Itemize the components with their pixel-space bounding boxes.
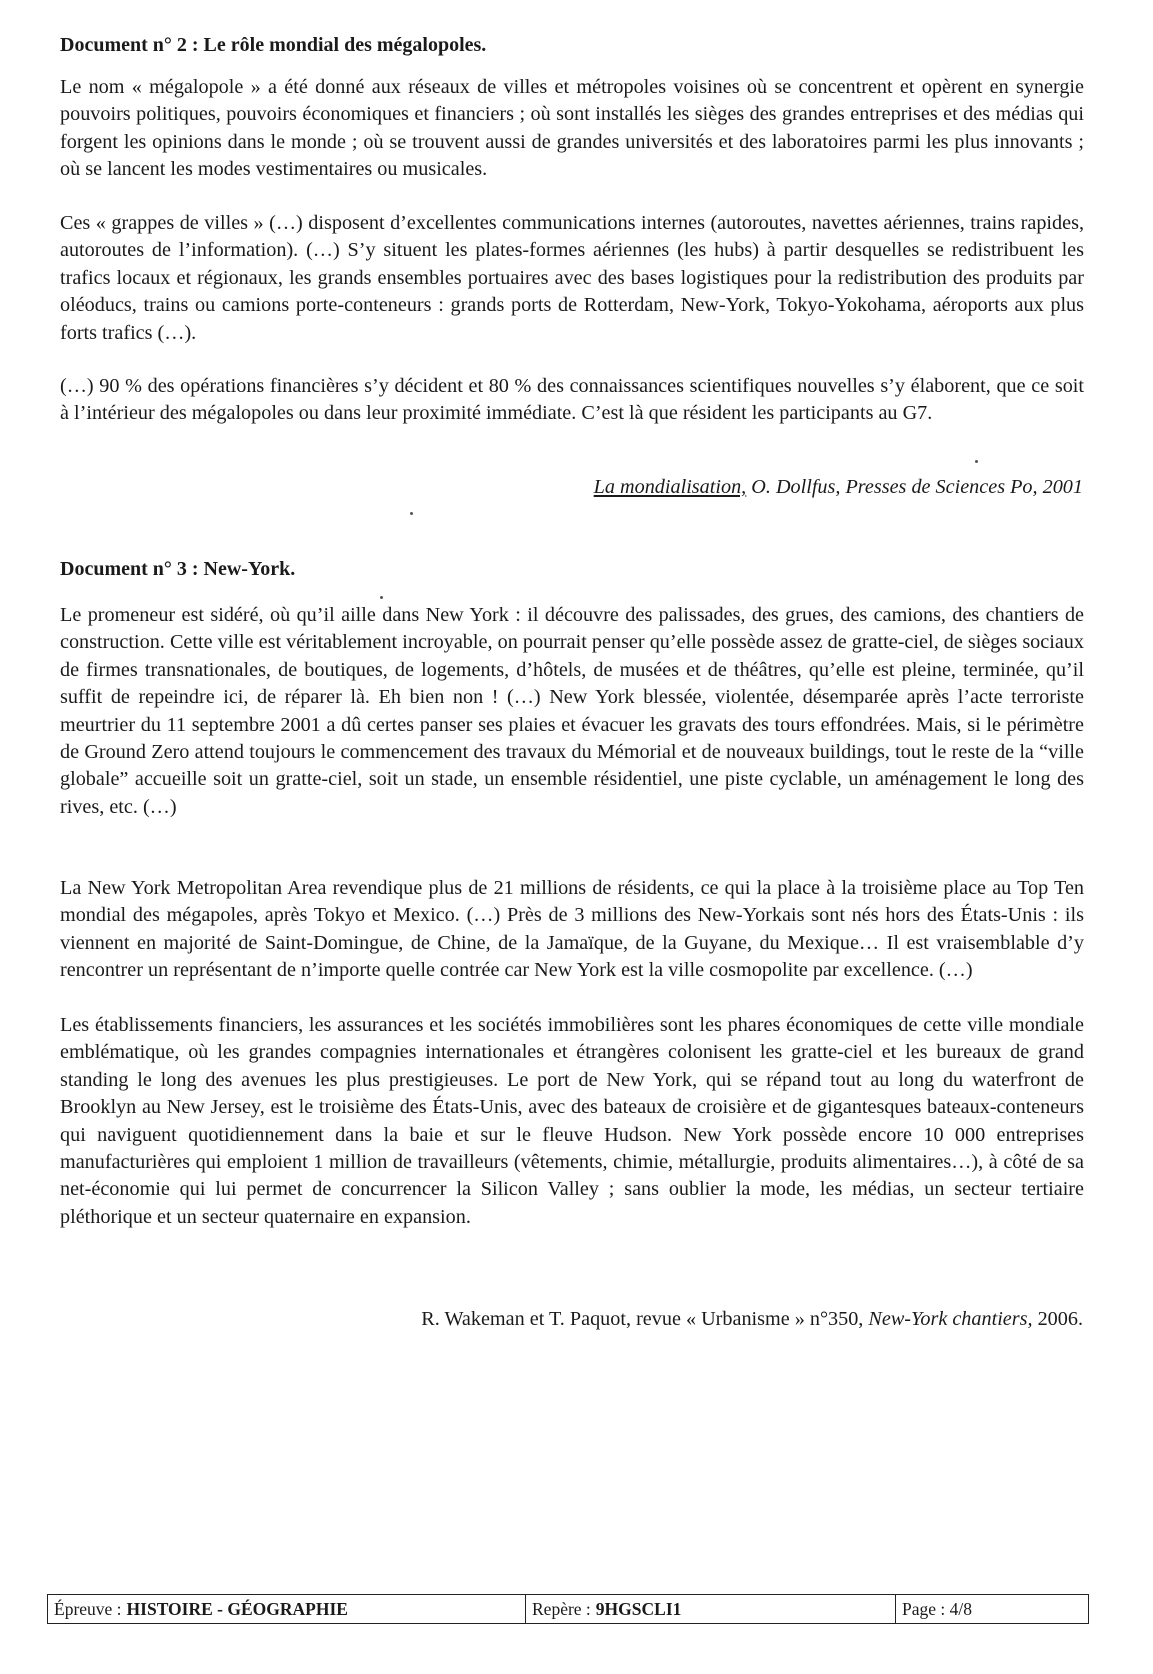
doc3-paragraph-2: La New York Metropolitan Area revendique plus de 21 millions de résidents, ce qui la place à la troisième place au Top Ten mondial des mégapoles, après Tokyo et Mexico. (…) Près de 3 millions des New-Yorkais sont nés hors des États-Unis : ils viennent en majorité de Saint-Domingue, de Chine, de la Jamaïque, de la Guyane, du Mexique… Il est vraisemblable d’y rencontrer un représentant de n’importe quelle contrée car New York est la ville cosmopolite par excellence. (…)	[60, 877, 1084, 982]
scan-speck	[380, 596, 383, 599]
footer-epreuve	[48, 1595, 526, 1623]
scan-speck	[410, 512, 413, 515]
footer-epreuve-label: Épreuve :	[54, 1598, 122, 1619]
doc2-source-author: O. Dollfus, Presses de Sciences Po, 2001	[746, 476, 1083, 498]
footer-page-number: Page : 4/8	[902, 1598, 972, 1619]
doc2-source	[594, 476, 1083, 499]
doc2-source-book: La mondialisation,	[593, 476, 747, 498]
doc2-paragraph-3: (…) 90 % des opérations financières s’y décident et 80 % des connaissances scientifiques nouvelles s’y élaborent, que ce soit à l’intérieur des mégalopoles ou dans leur proximité immédiate. C’est là que résident les participants au G7.	[60, 375, 1084, 425]
doc3-title: Document n° 3 : New-York.	[60, 558, 296, 580]
doc3-paragraph-1: Le promeneur est sidéré, où qu’il aille dans New York : il découvre des palissades, des grues, des camions, des chantiers de construction. Cette ville est véritablement incroyable, on pourrait penser qu’elle possède assez de gratte-ciel, de sièges sociaux de firmes transnationales, de boutiques, de logements, d’hôtels, de musées et de théâtres, qu’elle est pleine, terminée, qu’il suffit de repeindre ici, de réparer là. Eh bien non ! (…) New York blessée, violentée, désemparée après l’acte terroriste meurtrier du 11 septembre 2001 a dû certes panser ses plaies et évacuer les gravats des tours effondrées. Mais, si le périmètre de Ground Zero attend toujours le commencement des travaux du Mémorial et de nouveaux buildings, tout le reste de la “ville globale” accueille soit un gratte-ciel, soit un stade, un ensemble résidentiel, une piste cyclable, un aménagement le long des rives, etc. (…)	[60, 604, 1084, 818]
footer-repere	[526, 1595, 896, 1623]
doc3-source-authors: R. Wakeman et T. Paquot, revue « Urbanisme » n°350,	[421, 1308, 869, 1330]
doc3-paragraph-3: Les établissements financiers, les assurances et les sociétés immobilières sont les phares économiques de cette ville mondiale emblématique, où les grandes compagnies internationales et étrangères colonisent les gratte-ciel et les bureaux de grand standing le long des avenues les plus prestigieuses. Le port de New York, qui se répand tout au long du waterfront de Brooklyn au New Jersey, est le troisième des États-Unis, avec des bateaux de croisière et de gigantesques bateaux-conteneurs qui naviguent quotidiennement dans la baie et sur le fleuve Hudson. New York possède encore 10 000 entreprises manufacturières qui emploient 1 million de travailleurs (vêtements, chimie, métallurgie, produits alimentaires…), à côté de sa net-économie qui lui permet de concurrencer la Silicon Valley ; sans oublier la mode, les médias, un secteur tertiaire pléthorique et un secteur quaternaire en expansion.	[60, 1014, 1084, 1228]
exam-footer	[47, 1594, 1089, 1624]
doc3-source-title: New-York chantiers,	[868, 1308, 1033, 1330]
doc2-paragraph-1: Le nom « mégalopole » a été donné aux réseaux de villes et métropoles voisines où se concentrent et opèrent en synergie pouvoirs politiques, pouvoirs économiques et financiers ; où sont installés les sièges des grandes entreprises et des médias qui forgent les opinions dans le monde ; où se trouvent aussi de grandes universités et des laboratoires parmi les plus innovants ; où se lancent les modes vestimentaires ou musicales.	[60, 76, 1084, 181]
footer-page	[896, 1595, 1088, 1623]
footer-epreuve-value: HISTOIRE - GÉOGRAPHIE	[126, 1598, 348, 1619]
footer-repere-value: 9HGSCLI1	[595, 1598, 682, 1619]
doc2-title: Document n° 2 : Le rôle mondial des mégalopoles.	[60, 34, 487, 56]
footer-repere-label: Repère :	[532, 1598, 591, 1619]
scan-speck	[975, 460, 978, 463]
doc3-source	[421, 1308, 1083, 1331]
doc3-source-year: 2006.	[1032, 1308, 1083, 1330]
doc2-paragraph-2: Ces « grappes de villes » (…) disposent d’excellentes communications internes (autoroutes, navettes aériennes, trains rapides, autoroutes de l’information). (…) S’y situent les plates-formes aériennes (les hubs) à partir desquelles se redistribuent les trafics locaux et régionaux, les grands ensembles portuaires avec des bases logistiques pour la redistribution des produits par oléoducs, trains ou camions porte-conteneurs : grands ports de Rotterdam, New-York, Tokyo-Yokohama, aéroports aux plus forts trafics (…).	[60, 212, 1084, 344]
